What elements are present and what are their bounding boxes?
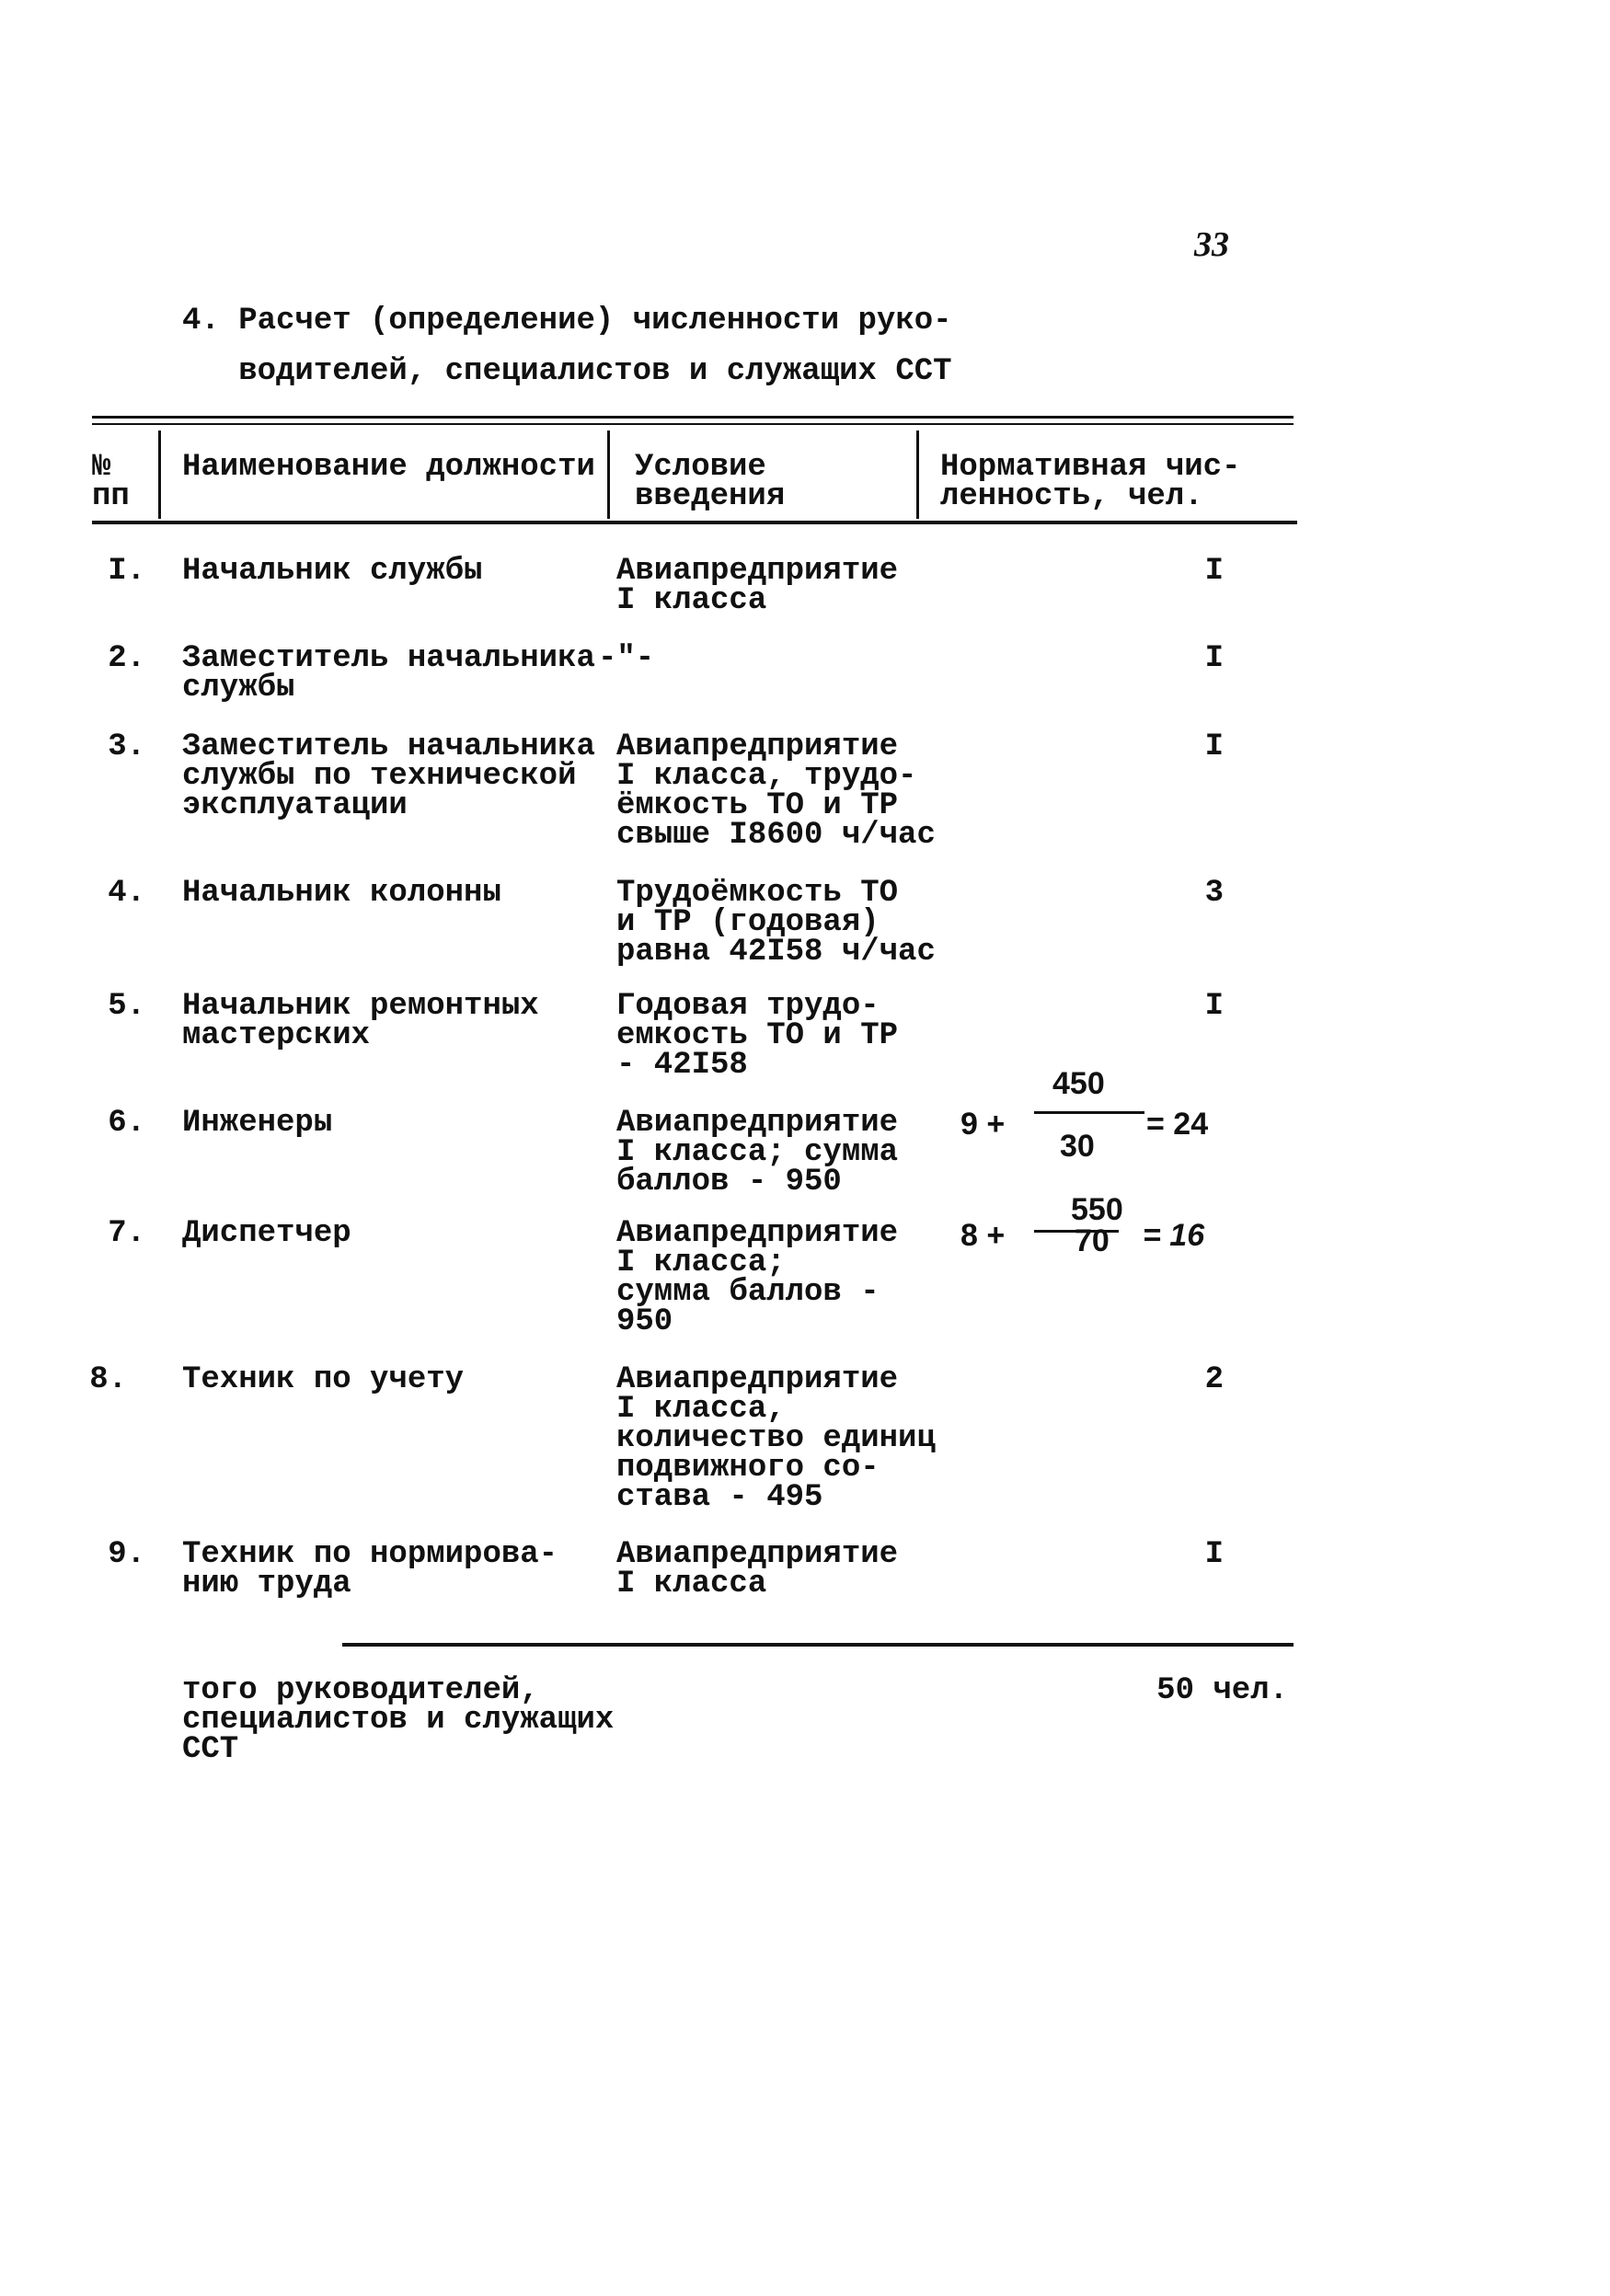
row-number: I. (108, 554, 145, 589)
row-value: I (1204, 729, 1224, 764)
total-value: 50 чел. (1156, 1673, 1288, 1708)
row-condition: Авиапредприятие I класса, трудо- ёмкость ТО и ТР свыше I8600 ч/час (616, 729, 936, 853)
row-value: 2 (1204, 1362, 1224, 1397)
header-condition: Условие введения (635, 450, 786, 514)
row-position: Техник по учету (182, 1362, 465, 1397)
row-value: I (1204, 989, 1224, 1024)
row-value: I (1204, 554, 1224, 589)
header-bottom-rule (92, 521, 1297, 524)
page-number: 33 (1194, 225, 1229, 264)
formula-result: = 16 (1143, 1218, 1205, 1253)
row-number: 8. (89, 1362, 127, 1397)
row-number: 7. (108, 1216, 145, 1251)
section-title: 4. Расчет (определение) численности руко- водителей, специалистов и служащих ССТ (182, 304, 952, 389)
row-number: 9. (108, 1537, 145, 1572)
row-position: Диспетчер (182, 1216, 351, 1251)
row-condition: Авиапредприятие I класса; сумма баллов - 950 (616, 1106, 899, 1200)
table-top-rule-second (92, 423, 1294, 425)
row-condition: Авиапредприятие I класса (616, 554, 899, 618)
fraction-bar (1034, 1111, 1144, 1114)
row-condition: -"- (598, 641, 655, 676)
row-condition: Авиапредприятие I класса (616, 1537, 899, 1601)
engineers-formula (957, 1066, 1242, 1164)
row-condition: Трудоёмкость ТО и ТР (годовая) равна 42I58 ч/час (616, 876, 936, 970)
row-number: 5. (108, 989, 145, 1024)
row-number: 4. (108, 876, 145, 911)
row-position: Начальник колонны (182, 876, 501, 911)
formula-result: = 24 (1146, 1107, 1209, 1142)
row-position: Заместитель начальника службы по технической эксплуатации (182, 729, 595, 823)
formula-denominator: 70 (1075, 1223, 1110, 1258)
header-no: № пп (92, 450, 130, 514)
total-label: того руководителей, специалистов и служащих ССТ (182, 1673, 615, 1767)
row-condition: Авиапредприятие I класса; сумма баллов - 950 (616, 1216, 899, 1339)
row-value: I (1204, 1537, 1224, 1572)
formula-base: 9 + (960, 1107, 1006, 1142)
row-position: Начальник ремонтных мастерских (182, 989, 539, 1053)
header-norm: Нормативная чис- ленность, чел. (940, 450, 1241, 514)
formula-base: 8 + (960, 1218, 1006, 1253)
row-number: 6. (108, 1106, 145, 1141)
row-value: I (1204, 641, 1224, 676)
dispatcher-formula (957, 1192, 1242, 1283)
row-position: Заместитель начальника службы (182, 641, 595, 706)
header-position: Наименование должности (182, 450, 595, 485)
row-number: 2. (108, 641, 145, 676)
row-condition: Годовая трудо- емкость ТО и ТР - 42I58 (616, 989, 899, 1083)
header-separator (607, 430, 610, 519)
header-separator (916, 430, 919, 519)
row-condition: Авиапредприятие I класса, количество единиц подвижного со- става - 495 (616, 1362, 936, 1515)
table-bottom-rule (342, 1643, 1294, 1647)
formula-numerator: 450 (1052, 1066, 1105, 1101)
row-number: 3. (108, 729, 145, 764)
header-separator (158, 430, 161, 519)
formula-numerator: 550 (1071, 1192, 1123, 1227)
row-position: Техник по нормирова- нию труда (182, 1537, 558, 1601)
row-value: 3 (1204, 876, 1224, 911)
table-top-rule (92, 416, 1294, 419)
row-position: Начальник службы (182, 554, 483, 589)
row-position: Инженеры (182, 1106, 333, 1141)
formula-denominator: 30 (1060, 1129, 1095, 1164)
